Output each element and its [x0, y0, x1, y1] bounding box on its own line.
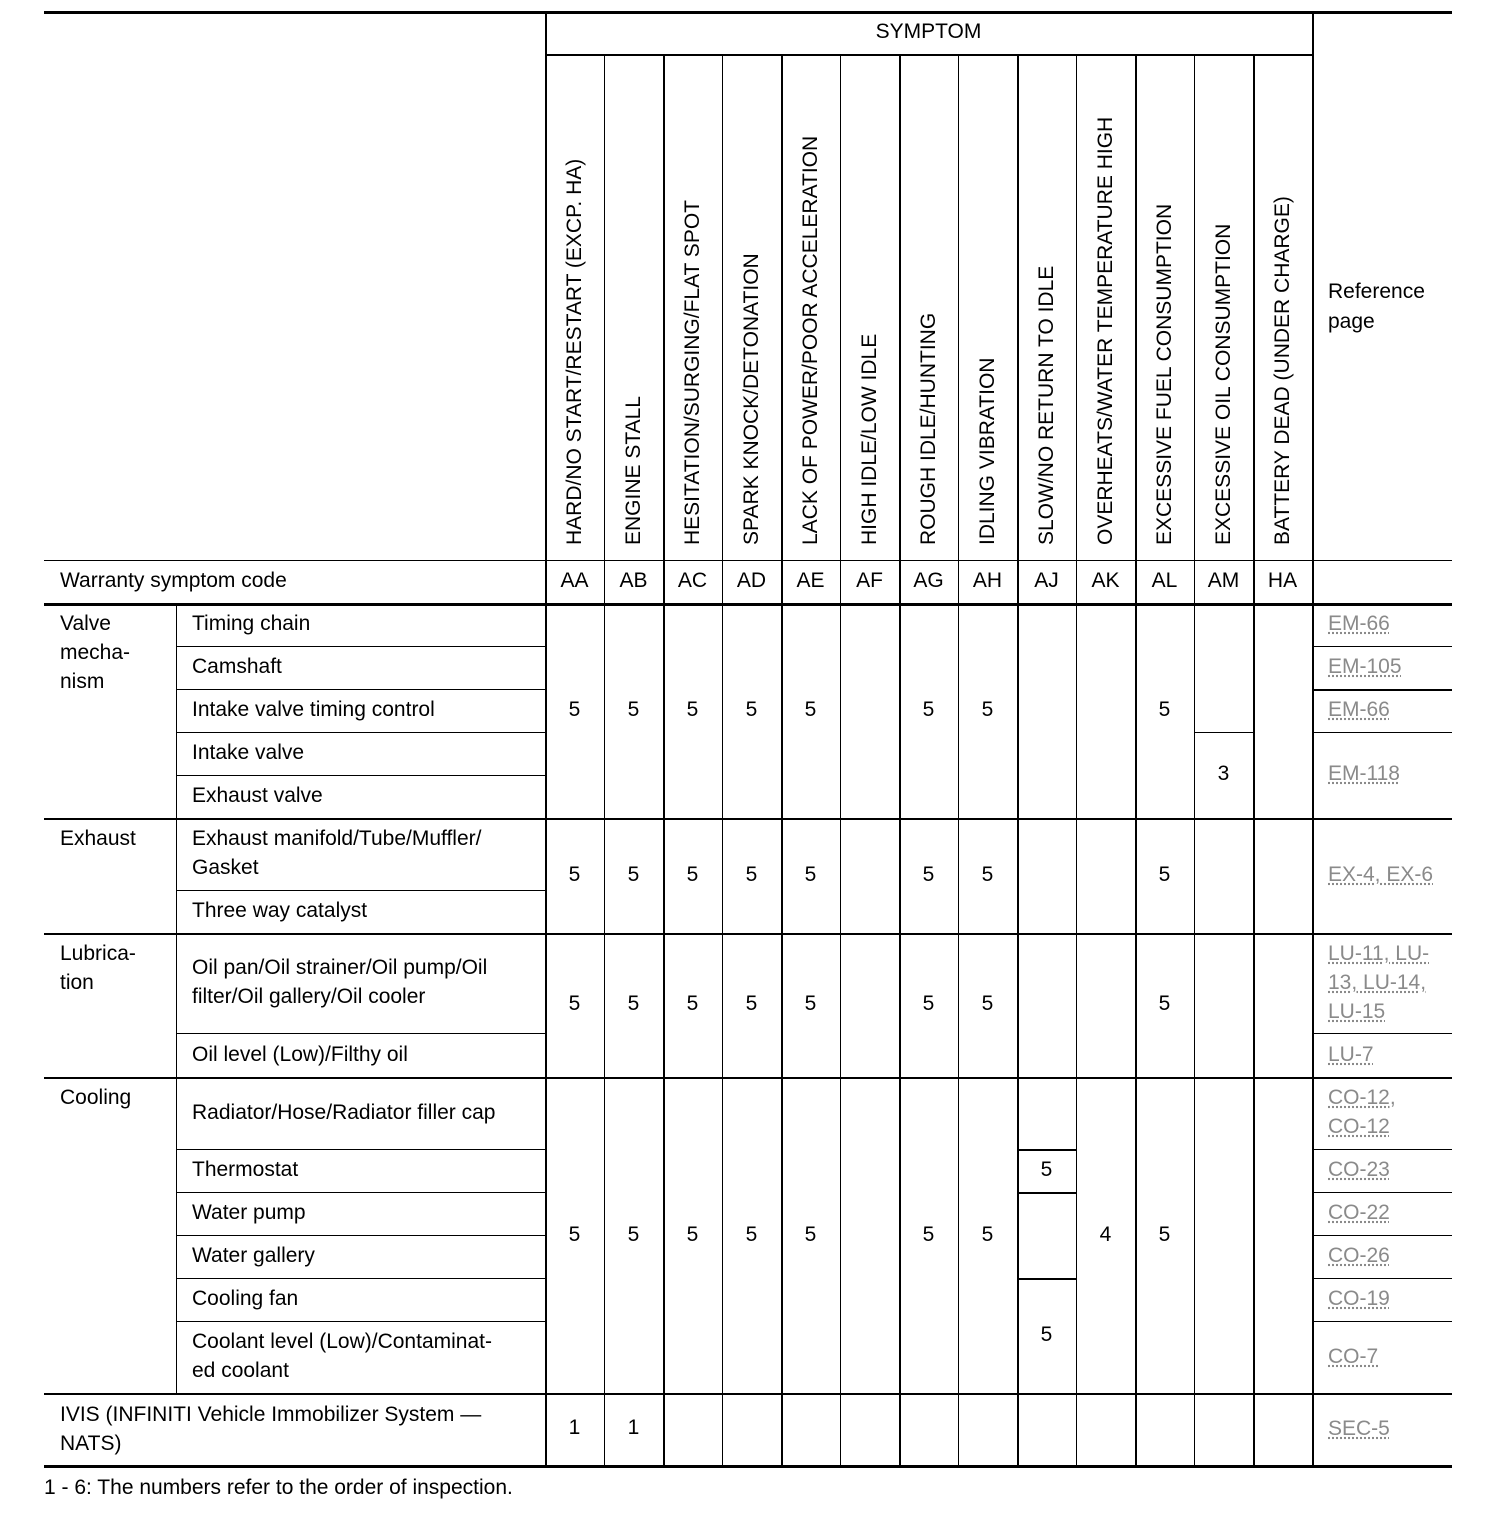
- symptom-column-line: [1253, 54, 1255, 1465]
- reference-page-label: Reference: [1328, 280, 1425, 303]
- inspection-order-value: 5: [804, 1223, 817, 1246]
- inspection-order-value: 5: [745, 698, 758, 721]
- component-item: Gasket: [192, 856, 259, 879]
- reference-divider: [1312, 1278, 1452, 1279]
- symptom-column-line: [663, 54, 665, 1465]
- component-item: Radiator/Hose/Radiator filler cap: [192, 1100, 496, 1124]
- group-divider: [44, 1077, 1452, 1079]
- item-divider: [176, 1033, 545, 1034]
- symptom-column-line: [604, 54, 605, 1465]
- inspection-order-value: 1: [627, 1416, 640, 1439]
- reference-divider: [1312, 1192, 1452, 1193]
- component-item: Timing chain: [192, 612, 311, 635]
- category-label: Exhaust: [60, 827, 136, 850]
- symptom-header: ROUGH IDLE/HUNTING: [916, 312, 940, 545]
- component-item: Water gallery: [192, 1244, 315, 1267]
- component-item: Intake valve timing control: [192, 698, 435, 721]
- reference-divider: [1312, 1235, 1452, 1236]
- component-item: Exhaust manifold/Tube/Muffler/: [192, 827, 482, 850]
- symptom-code: AB: [619, 569, 648, 592]
- symptom-column-line: [722, 54, 723, 1465]
- table-top-border: [44, 11, 1452, 14]
- item-divider: [176, 646, 545, 647]
- symptom-column-line: [899, 54, 901, 1465]
- ivis-row-label: NATS): [60, 1432, 122, 1455]
- symptom-code: AM: [1207, 569, 1240, 592]
- item-divider: [176, 1192, 545, 1193]
- category-label: Cooling: [60, 1086, 132, 1109]
- symptom-code: AL: [1151, 569, 1178, 592]
- symptom-code: AD: [736, 569, 767, 592]
- inspection-order-value: 5: [981, 698, 994, 721]
- symptom-column-line: [1017, 54, 1019, 1465]
- cell-divider: [1017, 1278, 1076, 1280]
- component-item: Oil level (Low)/Filthy oil: [192, 1042, 408, 1066]
- symptom-code: AF: [856, 569, 883, 592]
- symptom-header: SPARK KNOCK/DETONATION: [739, 253, 763, 545]
- inspection-order-value: 5: [627, 992, 640, 1015]
- symptom-column-line: [781, 54, 783, 1465]
- inspection-order-value: 5: [686, 698, 699, 721]
- symptom-code: AA: [560, 569, 589, 592]
- inspection-order-value: 5: [627, 863, 640, 886]
- inspection-order-value: 5: [686, 863, 699, 886]
- reference-link[interactable]: LU-7: [1328, 1043, 1374, 1066]
- symptom-code: AH: [972, 569, 1003, 592]
- symptom-header: BATTERY DEAD (UNDER CHARGE): [1270, 196, 1294, 545]
- item-divider: [176, 689, 545, 690]
- inspection-order-value: 5: [1040, 1323, 1053, 1346]
- inspection-order-value: 5: [627, 1223, 640, 1246]
- code-row-top-line: [44, 560, 1452, 561]
- reference-link[interactable]: CO-22: [1328, 1201, 1390, 1224]
- reference-link[interactable]: CO-26: [1328, 1244, 1390, 1267]
- reference-divider: [1312, 1149, 1452, 1150]
- reference-link[interactable]: EM-66: [1328, 698, 1390, 721]
- component-item: Exhaust valve: [192, 784, 323, 807]
- reference-link[interactable]: EM-66: [1328, 612, 1390, 635]
- item-divider: [176, 1321, 545, 1322]
- reference-link[interactable]: CO-12: [1328, 1115, 1390, 1138]
- reference-divider: [1312, 1033, 1452, 1034]
- reference-link[interactable]: 13, LU-14,: [1328, 971, 1427, 994]
- body-top-border: [44, 603, 1452, 606]
- component-item: Thermostat: [192, 1158, 299, 1181]
- reference-link[interactable]: CO-12,: [1328, 1086, 1396, 1109]
- inspection-order-value: 5: [1040, 1158, 1053, 1181]
- reference-divider: [1312, 818, 1452, 820]
- reference-divider: [1312, 689, 1452, 691]
- group-divider: [44, 933, 1452, 935]
- category-label: Lubrica-: [60, 942, 136, 965]
- inspection-order-value: 5: [1158, 1223, 1171, 1246]
- inspection-order-value: 5: [981, 863, 994, 886]
- inspection-order-value: 5: [922, 698, 935, 721]
- symptom-code: HA: [1267, 569, 1298, 592]
- inspection-order-value: 5: [568, 863, 581, 886]
- inspection-order-value: 5: [686, 992, 699, 1015]
- inspection-order-value: 4: [1099, 1223, 1112, 1246]
- reference-page-label: page: [1328, 310, 1375, 333]
- symptom-code: AK: [1091, 569, 1120, 592]
- inspection-order-value: 5: [686, 1223, 699, 1246]
- category-label: nism: [60, 670, 105, 693]
- cell-divider: [1017, 1149, 1076, 1151]
- item-divider: [176, 1235, 545, 1236]
- symptom-header: HESITATION/SURGING/FLAT SPOT: [680, 200, 704, 545]
- table-bottom-border: [44, 1465, 1452, 1468]
- inspection-order-value: 1: [568, 1416, 581, 1439]
- inspection-order-value: 5: [922, 1223, 935, 1246]
- cell-divider: [1194, 732, 1253, 733]
- ivis-row-label: IVIS (INFINITI Vehicle Immobilizer System —: [60, 1403, 482, 1426]
- symptom-header: HIGH IDLE/LOW IDLE: [857, 333, 881, 545]
- component-item: Coolant level (Low)/Contaminat-: [192, 1330, 492, 1353]
- inspection-order-value: 5: [1158, 863, 1171, 886]
- symptom-header: LACK OF POWER/POOR ACCELERATION: [798, 135, 822, 545]
- component-item: Intake valve: [192, 741, 305, 764]
- component-item: Oil pan/Oil strainer/Oil pump/Oil: [192, 956, 488, 979]
- inspection-order-value: 5: [804, 863, 817, 886]
- inspection-order-value: 5: [568, 992, 581, 1015]
- inspection-order-value: 5: [568, 1223, 581, 1246]
- category-label: mecha-: [60, 641, 131, 664]
- inspection-order-value: 5: [922, 992, 935, 1015]
- reference-divider: [1312, 933, 1452, 935]
- inspection-order-value: 3: [1217, 762, 1230, 785]
- component-item: Camshaft: [192, 655, 282, 678]
- category-column-line: [176, 603, 177, 1393]
- reference-divider: [1312, 1393, 1452, 1395]
- category-label: tion: [60, 971, 94, 994]
- item-divider: [176, 732, 545, 733]
- symptom-header: HARD/NO START/RESTART (EXCP. HA): [562, 158, 586, 545]
- inspection-order-value: 5: [745, 863, 758, 886]
- symptom-column-line: [1312, 11, 1314, 1465]
- item-divider: [176, 1149, 545, 1150]
- component-item: Cooling fan: [192, 1287, 299, 1310]
- inspection-order-value: 5: [1158, 992, 1171, 1015]
- category-label: Valve: [60, 612, 111, 635]
- reference-link[interactable]: SEC-5: [1328, 1417, 1390, 1440]
- reference-link[interactable]: LU-11, LU-: [1328, 942, 1430, 965]
- inspection-order-value: 5: [981, 992, 994, 1015]
- inspection-order-value: 5: [804, 992, 817, 1015]
- inspection-order-value: 5: [922, 863, 935, 886]
- inspection-order-value: 5: [745, 1223, 758, 1246]
- reference-link[interactable]: EX-4, EX-6: [1328, 863, 1434, 886]
- symptom-column-line: [1135, 54, 1137, 1465]
- symptom-code: AE: [796, 569, 825, 592]
- symptom-column-line: [1076, 54, 1077, 1465]
- reference-link[interactable]: EM-105: [1328, 655, 1402, 678]
- inspection-order-value: 5: [1158, 698, 1171, 721]
- inspection-order-value: 5: [627, 698, 640, 721]
- reference-link[interactable]: CO-7: [1328, 1345, 1379, 1368]
- item-divider: [176, 1278, 545, 1279]
- group-divider: [44, 818, 1452, 820]
- footnote: 1 - 6: The numbers refer to the order of inspection.: [44, 1476, 513, 1499]
- symptom-column-line: [1194, 54, 1195, 1465]
- inspection-order-value: 5: [568, 698, 581, 721]
- symptom-column-line: [840, 54, 841, 1465]
- symptom-header: EXCESSIVE OIL CONSUMPTION: [1211, 223, 1235, 545]
- symptom-code: AG: [913, 569, 944, 592]
- component-item: Three way catalyst: [192, 899, 368, 922]
- symptom-header: SLOW/NO RETURN TO IDLE: [1034, 265, 1058, 545]
- cell-divider: [1017, 1192, 1076, 1194]
- symptom-column-line: [958, 54, 959, 1465]
- inspection-order-value: 5: [745, 992, 758, 1015]
- warranty-symptom-code-label: Warranty symptom code: [60, 569, 287, 592]
- inspection-order-value: 5: [804, 698, 817, 721]
- reference-divider: [1312, 646, 1452, 647]
- symptom-header: IDLING VIBRATION: [975, 357, 999, 545]
- symptom-code: AJ: [1034, 569, 1059, 592]
- component-item: ed coolant: [192, 1359, 289, 1382]
- component-item: filter/Oil gallery/Oil cooler: [192, 985, 426, 1008]
- symptom-code: AC: [677, 569, 708, 592]
- reference-link[interactable]: CO-19: [1328, 1287, 1390, 1310]
- reference-divider: [1312, 1077, 1452, 1079]
- symptom-header: ENGINE STALL: [621, 396, 645, 545]
- reference-divider: [1312, 1321, 1452, 1322]
- symptom-title: SYMPTOM: [875, 20, 982, 43]
- symptom-header-divider: [545, 54, 1312, 56]
- symptom-header: OVERHEATS/WATER TEMPERATURE HIGH: [1093, 116, 1117, 545]
- inspection-order-value: 5: [981, 1223, 994, 1246]
- item-divider: [176, 890, 545, 891]
- component-item: Water pump: [192, 1201, 306, 1224]
- symptom-header: EXCESSIVE FUEL CONSUMPTION: [1152, 203, 1176, 545]
- reference-link[interactable]: LU-15: [1328, 1000, 1386, 1023]
- reference-divider: [1312, 732, 1452, 733]
- group-divider: [44, 1393, 1452, 1395]
- reference-link[interactable]: CO-23: [1328, 1158, 1390, 1181]
- item-divider: [176, 775, 545, 776]
- reference-link[interactable]: EM-118: [1328, 762, 1400, 785]
